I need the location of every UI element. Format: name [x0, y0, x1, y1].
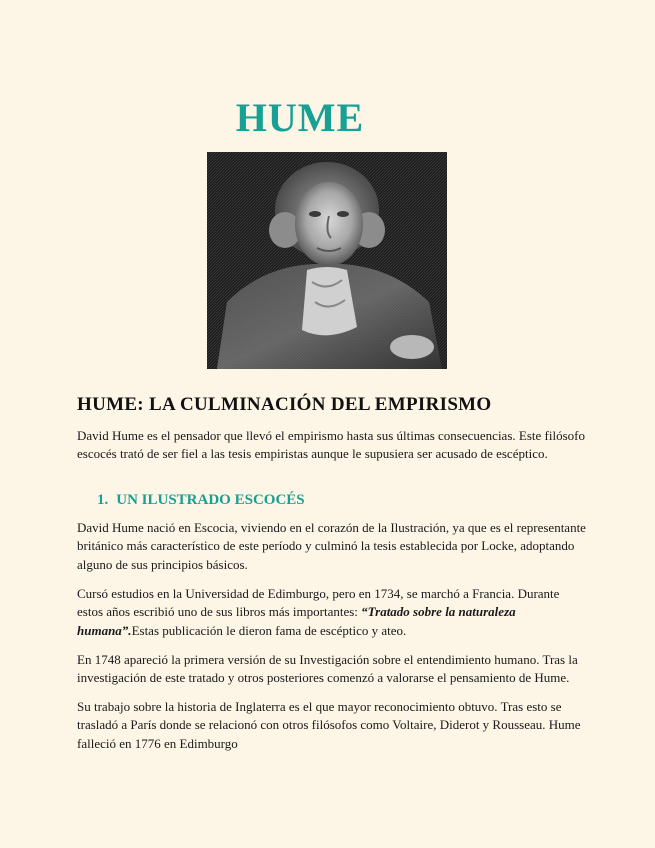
subsection-title: UN ILUSTRADO ESCOCÉS	[116, 492, 305, 508]
section-heading: HUME: LA CULMINACIÓN DEL EMPIRISMO	[77, 394, 492, 415]
paragraph-1: David Hume nació en Escocia, viviendo en el corazón de la Ilustración, ya que es el representante británico más característico de este período y culminó la tesis establecida por Locke, adoptando alguno de sus principios básicos.	[77, 520, 586, 572]
paragraph-3: En 1748 apareció la primera versión de su Investigación sobre el entendimiento humano. Tras la investigación de este tratado y otros posteriores comenzó a valorarse el pensamiento de Hume.	[77, 652, 578, 686]
paragraph-2-end: Estas publicación le dieron fama de escéptico y ateo.	[131, 622, 407, 638]
intro-paragraph: David Hume es el pensador que llevó el empirismo hasta sus últimas consecuencias. Este filósofo escocés trató de ser fiel a las tesis empiristas aunque le supusiera ser acusado de escéptico.	[77, 428, 585, 462]
document-title: HUME	[235, 95, 365, 140]
paragraph-2-text: Cursó estudios en la Universidad de Edimburgo, pero en 1734, se marchó a Francia. Durante estos años escribió uno de sus libros más importantes:	[77, 586, 560, 620]
subsection-number: 1.	[97, 492, 109, 508]
paragraph-2	[77, 585, 587, 640]
book-title-emphasis: “Tratado sobre la naturaleza humana”.	[77, 604, 516, 638]
hume-portrait-image	[207, 152, 447, 369]
subsection-heading	[97, 492, 305, 509]
paragraph-4: Su trabajo sobre la historia de Inglaterra es el que mayor reconocimiento obtuvo. Tras esto se trasladó a París donde se relacionó con otros filósofos como Voltaire, Diderot y Rousseau. Hume falleció en 1776 en Edimburgo	[77, 699, 581, 751]
